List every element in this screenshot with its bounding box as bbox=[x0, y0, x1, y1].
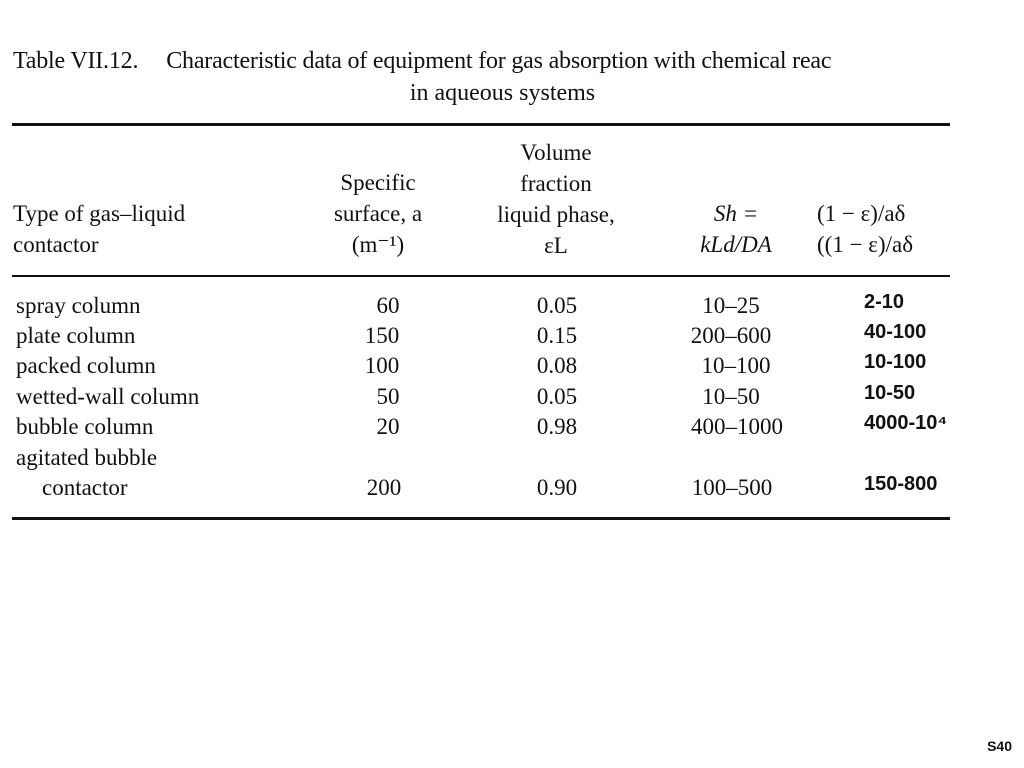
row-5-surface: 20 bbox=[376, 414, 400, 439]
row-1-type: spray column bbox=[16, 293, 141, 318]
row-5-ratio: 4000-10⁴ bbox=[864, 412, 948, 434]
page-number: S40 bbox=[987, 738, 1012, 754]
row-4-sh: 10–50 bbox=[702, 384, 760, 409]
row-6-ratio: 150-800 bbox=[864, 473, 938, 495]
row-2-sh: 200–600 bbox=[690, 323, 772, 348]
row-5-volume: 0.98 bbox=[536, 414, 578, 439]
row-1-ratio: 2-10 bbox=[864, 291, 905, 313]
row-1-surface: 60 bbox=[376, 293, 400, 318]
row-4-volume: 0.05 bbox=[536, 384, 578, 409]
header-rule bbox=[12, 275, 950, 277]
row-5-sh: 400–1000 bbox=[691, 414, 783, 439]
bottom-rule bbox=[12, 517, 950, 520]
header-sherwood: Sh = kLd/DA bbox=[700, 201, 772, 257]
row-4-surface: 50 bbox=[376, 384, 400, 409]
top-rule bbox=[12, 123, 950, 126]
row-2-type: plate column bbox=[16, 323, 136, 348]
row-6-surface: 200 bbox=[366, 475, 402, 500]
row-3-type: packed column bbox=[16, 353, 156, 378]
caption-line-2: in aqueous systems bbox=[409, 80, 596, 106]
row-4-ratio: 10-50 bbox=[864, 382, 916, 404]
row-4-type: wetted-wall column bbox=[16, 384, 200, 409]
row-3-sh: 10–100 bbox=[701, 353, 771, 378]
row-6-type-line-1: agitated bubble bbox=[16, 445, 158, 470]
row-2-ratio: 40-100 bbox=[864, 321, 927, 343]
header-type: Type of gas–liquid contactor bbox=[13, 201, 186, 257]
row-3-surface: 100 bbox=[364, 353, 400, 378]
row-2-volume: 0.15 bbox=[536, 323, 578, 348]
row-5-type: bubble column bbox=[16, 414, 154, 439]
row-1-sh: 10–25 bbox=[702, 293, 760, 318]
caption-line-1: Characteristic data of equipment for gas absorption with chemical reac bbox=[166, 48, 832, 74]
header-surface: Specific surface, a (m⁻¹) bbox=[333, 170, 423, 257]
table-caption bbox=[13, 48, 831, 75]
header-volume-fraction: Volume fraction liquid phase, εL bbox=[497, 140, 615, 258]
row-6-sh: 100–500 bbox=[691, 475, 773, 500]
row-3-volume: 0.08 bbox=[536, 353, 578, 378]
header-holdup-ratio: (1 − ε)/aδ ((1 − ε)/aδ bbox=[817, 201, 914, 257]
row-6-volume: 0.90 bbox=[536, 475, 578, 500]
row-6-type: contactor bbox=[42, 475, 128, 500]
table-number: Table VII.12. bbox=[13, 48, 139, 74]
row-2-surface: 150 bbox=[364, 323, 400, 348]
row-1-volume: 0.05 bbox=[536, 293, 578, 318]
row-3-ratio: 10-100 bbox=[864, 351, 927, 373]
